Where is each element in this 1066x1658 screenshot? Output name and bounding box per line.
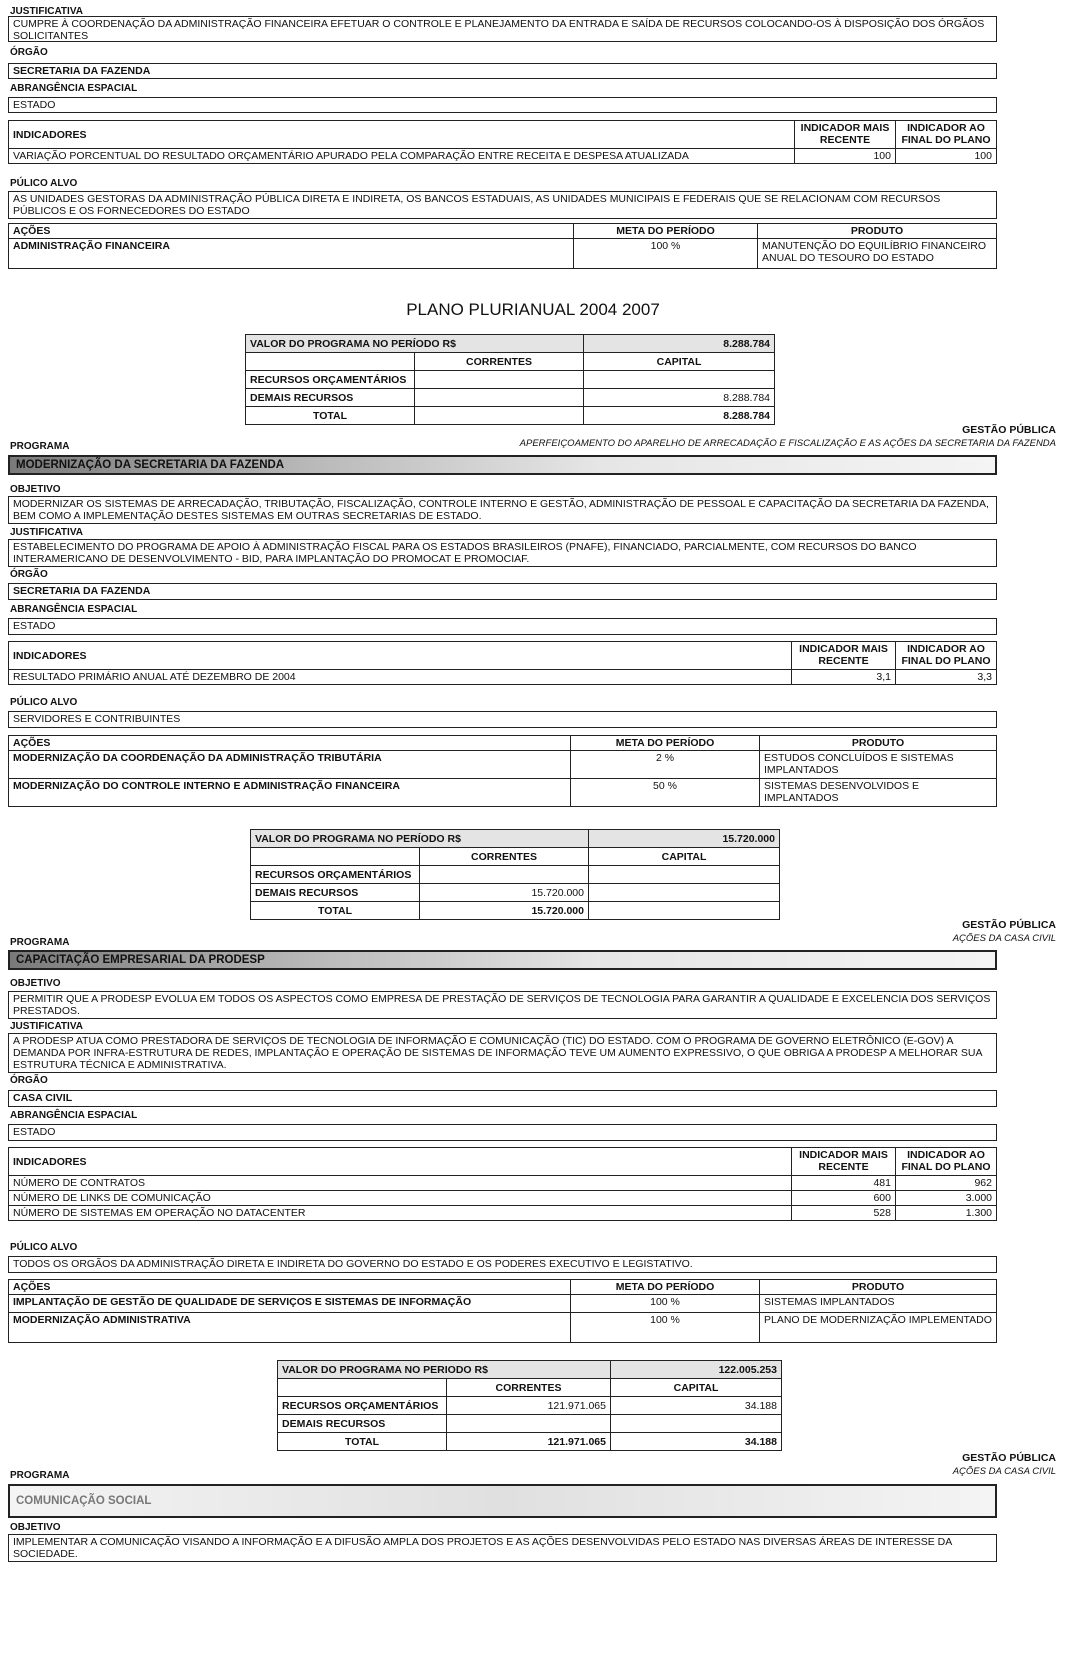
objetivo-label: OBJETIVO xyxy=(10,978,61,989)
valor-total: 122.005.253 xyxy=(611,1361,782,1379)
acoes-header: AÇÕES xyxy=(9,224,574,239)
valor-programa-table xyxy=(245,334,775,425)
meta-header: META DO PERÍODO xyxy=(571,1280,760,1295)
gestao-publica: GESTÃO PÚBLICA xyxy=(962,919,1056,931)
acao-produto: PLANO DE MODERNIZAÇÃO IMPLEMENTADO xyxy=(760,1313,997,1343)
ind-final: 100 xyxy=(896,149,997,164)
program-name: MODERNIZAÇÃO DA SECRETARIA DA FAZENDA xyxy=(8,455,997,475)
justificativa-label: JUSTIFICATIVA xyxy=(10,527,83,538)
publico-label: PÚLICO ALVO xyxy=(10,178,78,189)
valor-label: VALOR DO PROGRAMA NO PERÍODO R$ xyxy=(251,830,589,848)
ind-recente: 528 xyxy=(792,1206,896,1221)
row1-correntes xyxy=(420,866,589,884)
ind-recente-header: INDICADOR MAIS RECENTE xyxy=(792,1148,896,1176)
valor-programa-table xyxy=(250,829,780,920)
publico-label: PÚLICO ALVO xyxy=(10,697,78,708)
acao-produto: SISTEMAS IMPLANTADOS xyxy=(760,1295,997,1313)
table-row xyxy=(9,1176,997,1191)
valor-programa-table xyxy=(277,1360,782,1451)
ind-name: VARIAÇÃO PORCENTUAL DO RESULTADO ORÇAMENTÁRIO APURADO PELA COMPARAÇÃO ENTRE RECEITA E DESPESA ATUALIZADA xyxy=(9,149,795,164)
total-label: TOTAL xyxy=(246,407,415,425)
table-row xyxy=(9,239,997,269)
row1-capital xyxy=(589,866,780,884)
acoes-table xyxy=(8,735,997,807)
ind-final: 3,3 xyxy=(896,670,997,685)
acao-name: MODERNIZAÇÃO ADMINISTRATIVA xyxy=(9,1313,571,1343)
program-name: CAPACITAÇÃO EMPRESARIAL DA PRODESP xyxy=(8,950,997,970)
gestao-publica: GESTÃO PÚBLICA xyxy=(962,424,1056,436)
total-capital: 34.188 xyxy=(611,1433,782,1451)
table-row xyxy=(9,1191,997,1206)
total-capital: 8.288.784 xyxy=(584,407,775,425)
orgao-label: ÓRGÃO xyxy=(10,47,48,58)
ind-final: 1.300 xyxy=(896,1206,997,1221)
row2-capital: 8.288.784 xyxy=(584,389,775,407)
programa-label: PROGRAMA xyxy=(10,937,70,948)
meta-header: META DO PERÍODO xyxy=(571,736,760,751)
ind-final-header: INDICADOR AO FINAL DO PLANO xyxy=(896,642,997,670)
acao-meta: 2 % xyxy=(571,751,760,779)
acao-meta: 100 % xyxy=(574,239,758,269)
ind-col-header: INDICADORES xyxy=(9,121,795,149)
publico-label: PÚLICO ALVO xyxy=(10,1242,78,1253)
capital-header: CAPITAL xyxy=(589,848,780,866)
produto-header: PRODUTO xyxy=(758,224,997,239)
ind-name: NÚMERO DE CONTRATOS xyxy=(9,1176,792,1191)
table-row xyxy=(9,670,997,685)
demais-recursos-label: DEMAIS RECURSOS xyxy=(251,884,420,902)
row2-correntes: 15.720.000 xyxy=(420,884,589,902)
demais-recursos-label: DEMAIS RECURSOS xyxy=(246,389,415,407)
row1-correntes xyxy=(415,371,584,389)
row2-capital xyxy=(611,1415,782,1433)
ind-final: 3.000 xyxy=(896,1191,997,1206)
ind-recente: 100 xyxy=(795,149,896,164)
ppa-title: PLANO PLURIANUAL 2004 2007 xyxy=(406,300,660,319)
acao-produto: MANUTENÇÃO DO EQUILÍBRIO FINANCEIRO ANUAL DO TESOURO DO ESTADO xyxy=(758,239,997,269)
justificativa-label: JUSTIFICATIVA xyxy=(10,6,83,17)
produto-header: PRODUTO xyxy=(760,736,997,751)
ind-recente-header: INDICADOR MAIS RECENTE xyxy=(795,121,896,149)
acao-name: ADMINISTRAÇÃO FINANCEIRA xyxy=(9,239,574,269)
abrangencia-label: ABRANGÊNCIA ESPACIAL xyxy=(10,1110,138,1121)
abrangencia-label: ABRANGÊNCIA ESPACIAL xyxy=(10,604,138,615)
total-label: TOTAL xyxy=(278,1433,447,1451)
acao-meta: 50 % xyxy=(571,779,760,807)
abrangencia-label: ABRANGÊNCIA ESPACIAL xyxy=(10,83,138,94)
ind-recente: 600 xyxy=(792,1191,896,1206)
row2-capital xyxy=(589,884,780,902)
row1-correntes: 121.971.065 xyxy=(447,1397,611,1415)
orgao-value: SECRETARIA DA FAZENDA xyxy=(8,63,997,79)
ind-col-header: INDICADORES xyxy=(9,1148,792,1176)
acao-name: MODERNIZAÇÃO DA COORDENAÇÃO DA ADMINISTRAÇÃO TRIBUTÁRIA xyxy=(9,751,571,779)
orgao-value: SECRETARIA DA FAZENDA xyxy=(8,583,997,600)
capital-header: CAPITAL xyxy=(584,353,775,371)
table-row xyxy=(9,751,997,779)
publico-value: TODOS OS ORGÃOS DA ADMINISTRAÇÃO DIRETA E INDIRETA DO GOVERNO DO ESTADO E OS PODERES EXECUTIVO E LEGISTATIVO. xyxy=(8,1256,997,1273)
ind-final-header: INDICADOR AO FINAL DO PLANO xyxy=(896,121,997,149)
table-row xyxy=(9,149,997,164)
total-correntes xyxy=(415,407,584,425)
gestao-subtitle: AÇÕES DA CASA CIVIL xyxy=(952,933,1056,944)
objetivo-text: PERMITIR QUE A PRODESP EVOLUA EM TODOS OS ASPECTOS COMO EMPRESA DE PRESTAÇÃO DE SERVIÇOS DE TECNOLOGIA PARA GARANTIR A QUALIDADE E EXCELENCIA DOS SERVIÇOS PRESTADOS. xyxy=(8,991,997,1019)
publico-value: SERVIDORES E CONTRIBUINTES xyxy=(8,711,997,728)
ind-name: NÚMERO DE LINKS DE COMUNICAÇÃO xyxy=(9,1191,792,1206)
ind-recente: 481 xyxy=(792,1176,896,1191)
acoes-table xyxy=(8,223,997,269)
justificativa-text: ESTABELECIMENTO DO PROGRAMA DE APOIO À ADMINISTRAÇÃO FISCAL PARA OS ESTADOS BRASILEIROS (PNAFE), FINANCIADO, PARCIALMENTE, COM RECURSOS DO BANCO INTERAMERICANO DE DESENVOLVIMENTO - BID, PARA IMPLANTAÇÃO DO PROMOCAT E PROMOCIAF. xyxy=(8,539,997,567)
programa-label: PROGRAMA xyxy=(10,1470,70,1481)
ind-final: 962 xyxy=(896,1176,997,1191)
total-correntes: 121.971.065 xyxy=(447,1433,611,1451)
row1-capital xyxy=(584,371,775,389)
justificativa-text: CUMPRE À COORDENAÇÃO DA ADMINISTRAÇÃO FINANCEIRA EFETUAR O CONTROLE E PLANEJAMENTO DA ENTRADA E SAÍDA DE RECURSOS COLOCANDO-OS À DISPOSIÇÃO DOS ÓRGÃOS SOLICITANTES xyxy=(8,16,997,42)
recursos-orcamentarios-label: RECURSOS ORÇAMENTÁRIOS xyxy=(251,866,420,884)
acao-name: MODERNIZAÇÃO DO CONTROLE INTERNO E ADMINISTRAÇÃO FINANCEIRA xyxy=(9,779,571,807)
ind-recente: 3,1 xyxy=(792,670,896,685)
program-name: COMUNICAÇÃO SOCIAL xyxy=(8,1484,997,1518)
table-row xyxy=(9,779,997,807)
objetivo-text: IMPLEMENTAR A COMUNICAÇÃO VISANDO A INFORMAÇÃO E A DIFUSÃO AMPLA DOS PROJETOS E AS AÇÕES DESENVOLVIDAS PELO ESTADO NAS DIVERSAS ÁREAS DE INTERESSE DA SOCIEDADE. xyxy=(8,1534,997,1562)
objetivo-label: OBJETIVO xyxy=(10,484,61,495)
programa-label: PROGRAMA xyxy=(10,441,70,452)
recursos-orcamentarios-label: RECURSOS ORÇAMENTÁRIOS xyxy=(246,371,415,389)
valor-total: 8.288.784 xyxy=(584,335,775,353)
recursos-orcamentarios-label: RECURSOS ORÇAMENTÁRIOS xyxy=(278,1397,447,1415)
valor-label: VALOR DO PROGRAMA NO PERIODO R$ xyxy=(278,1361,611,1379)
total-label: TOTAL xyxy=(251,902,420,920)
indicadores-table xyxy=(8,120,997,164)
orgao-label: ÓRGÃO xyxy=(10,1075,48,1086)
ind-recente-header: INDICADOR MAIS RECENTE xyxy=(792,642,896,670)
table-row xyxy=(9,1295,997,1313)
table-row xyxy=(9,1206,997,1221)
indicadores-table xyxy=(8,641,997,685)
abrangencia-value: ESTADO xyxy=(8,97,997,113)
acao-meta: 100 % xyxy=(571,1295,760,1313)
total-correntes: 15.720.000 xyxy=(420,902,589,920)
table-row xyxy=(9,1313,997,1343)
objetivo-text: MODERNIZAR OS SISTEMAS DE ARRECADAÇÃO, TRIBUTAÇÃO, FISCALIZAÇÃO, CONTROLE INTERNO E GESTÃO, ADMINISTRAÇÃO DE PESSOAL E CAPACITAÇÃO DA SECRETARIA DA FAZENDA, BEM COMO A IMPLEMENTAÇÃO DESTES SISTEMAS EM OUTRAS SECRETARIAS DE ESTADO. xyxy=(8,496,997,524)
gestao-subtitle: APERFEIÇOAMENTO DO APARELHO DE ARRECADAÇÃO E FISCALIZAÇÃO E AS AÇÕES DA SECRETARIA DA FAZENDA xyxy=(519,438,1056,449)
ind-final-header: INDICADOR AO FINAL DO PLANO xyxy=(896,1148,997,1176)
correntes-header: CORRENTES xyxy=(420,848,589,866)
demais-recursos-label: DEMAIS RECURSOS xyxy=(278,1415,447,1433)
valor-label: VALOR DO PROGRAMA NO PERÍODO R$ xyxy=(246,335,584,353)
ind-name: RESULTADO PRIMÁRIO ANUAL ATÉ DEZEMBRO DE 2004 xyxy=(9,670,792,685)
row2-correntes xyxy=(415,389,584,407)
acao-produto: SISTEMAS DESENVOLVIDOS E IMPLANTADOS xyxy=(760,779,997,807)
objetivo-label: OBJETIVO xyxy=(10,1522,61,1533)
total-capital xyxy=(589,902,780,920)
abrangencia-value: ESTADO xyxy=(8,618,997,635)
meta-header: META DO PERÍODO xyxy=(574,224,758,239)
row1-capital: 34.188 xyxy=(611,1397,782,1415)
orgao-label: ÓRGÃO xyxy=(10,569,48,580)
indicadores-table xyxy=(8,1147,997,1221)
acoes-header: AÇÕES xyxy=(9,1280,571,1295)
acoes-table xyxy=(8,1279,997,1343)
capital-header: CAPITAL xyxy=(611,1379,782,1397)
correntes-header: CORRENTES xyxy=(415,353,584,371)
gestao-subtitle: AÇÕES DA CASA CIVIL xyxy=(952,1466,1056,1477)
acao-produto: ESTUDOS CONCLUÍDOS E SISTEMAS IMPLANTADOS xyxy=(760,751,997,779)
acao-name: IMPLANTAÇÃO DE GESTÃO DE QUALIDADE DE SERVIÇOS E SISTEMAS DE INFORMAÇÃO xyxy=(9,1295,571,1313)
produto-header: PRODUTO xyxy=(760,1280,997,1295)
orgao-value: CASA CIVIL xyxy=(8,1090,997,1107)
valor-total: 15.720.000 xyxy=(589,830,780,848)
acoes-header: AÇÕES xyxy=(9,736,571,751)
row2-correntes xyxy=(447,1415,611,1433)
ind-col-header: INDICADORES xyxy=(9,642,792,670)
justificativa-label: JUSTIFICATIVA xyxy=(10,1021,83,1032)
publico-value: AS UNIDADES GESTORAS DA ADMINISTRAÇÃO PÚBLICA DIRETA E INDIRETA, OS BANCOS ESTADUAIS, AS UNIDADES MUNICIPAIS E FEDERAIS QUE SE RELACIONAM COM RECURSOS PÚBLICOS E OS FORNECEDORES DO ESTADO xyxy=(8,191,997,219)
abrangencia-value: ESTADO xyxy=(8,1124,997,1141)
correntes-header: CORRENTES xyxy=(447,1379,611,1397)
justificativa-text: A PRODESP ATUA COMO PRESTADORA DE SERVIÇOS DE TECNOLOGIA DE INFORMAÇÃO E COMUNICAÇÃO (TIC) DO ESTADO. COM O PROGRAMA DE GOVERNO ELETRÔNICO (E-GOV) A DEMANDA POR INFRA-ESTRUTURA DE REDES, IMPLANTAÇÃO E OPERAÇÃO DE SISTEMAS DE INFORMAÇÃO TEVE UM AUMENTO EXPRESSIVO, O QUE OBRIGA A PRODESP A MELHORAR SUA ESTRUTURA TÉCNICA E ADMINISTRATIVA. xyxy=(8,1033,997,1073)
gestao-publica: GESTÃO PÚBLICA xyxy=(962,1452,1056,1464)
ind-name: NÚMERO DE SISTEMAS EM OPERAÇÃO NO DATACENTER xyxy=(9,1206,792,1221)
acao-meta: 100 % xyxy=(571,1313,760,1343)
